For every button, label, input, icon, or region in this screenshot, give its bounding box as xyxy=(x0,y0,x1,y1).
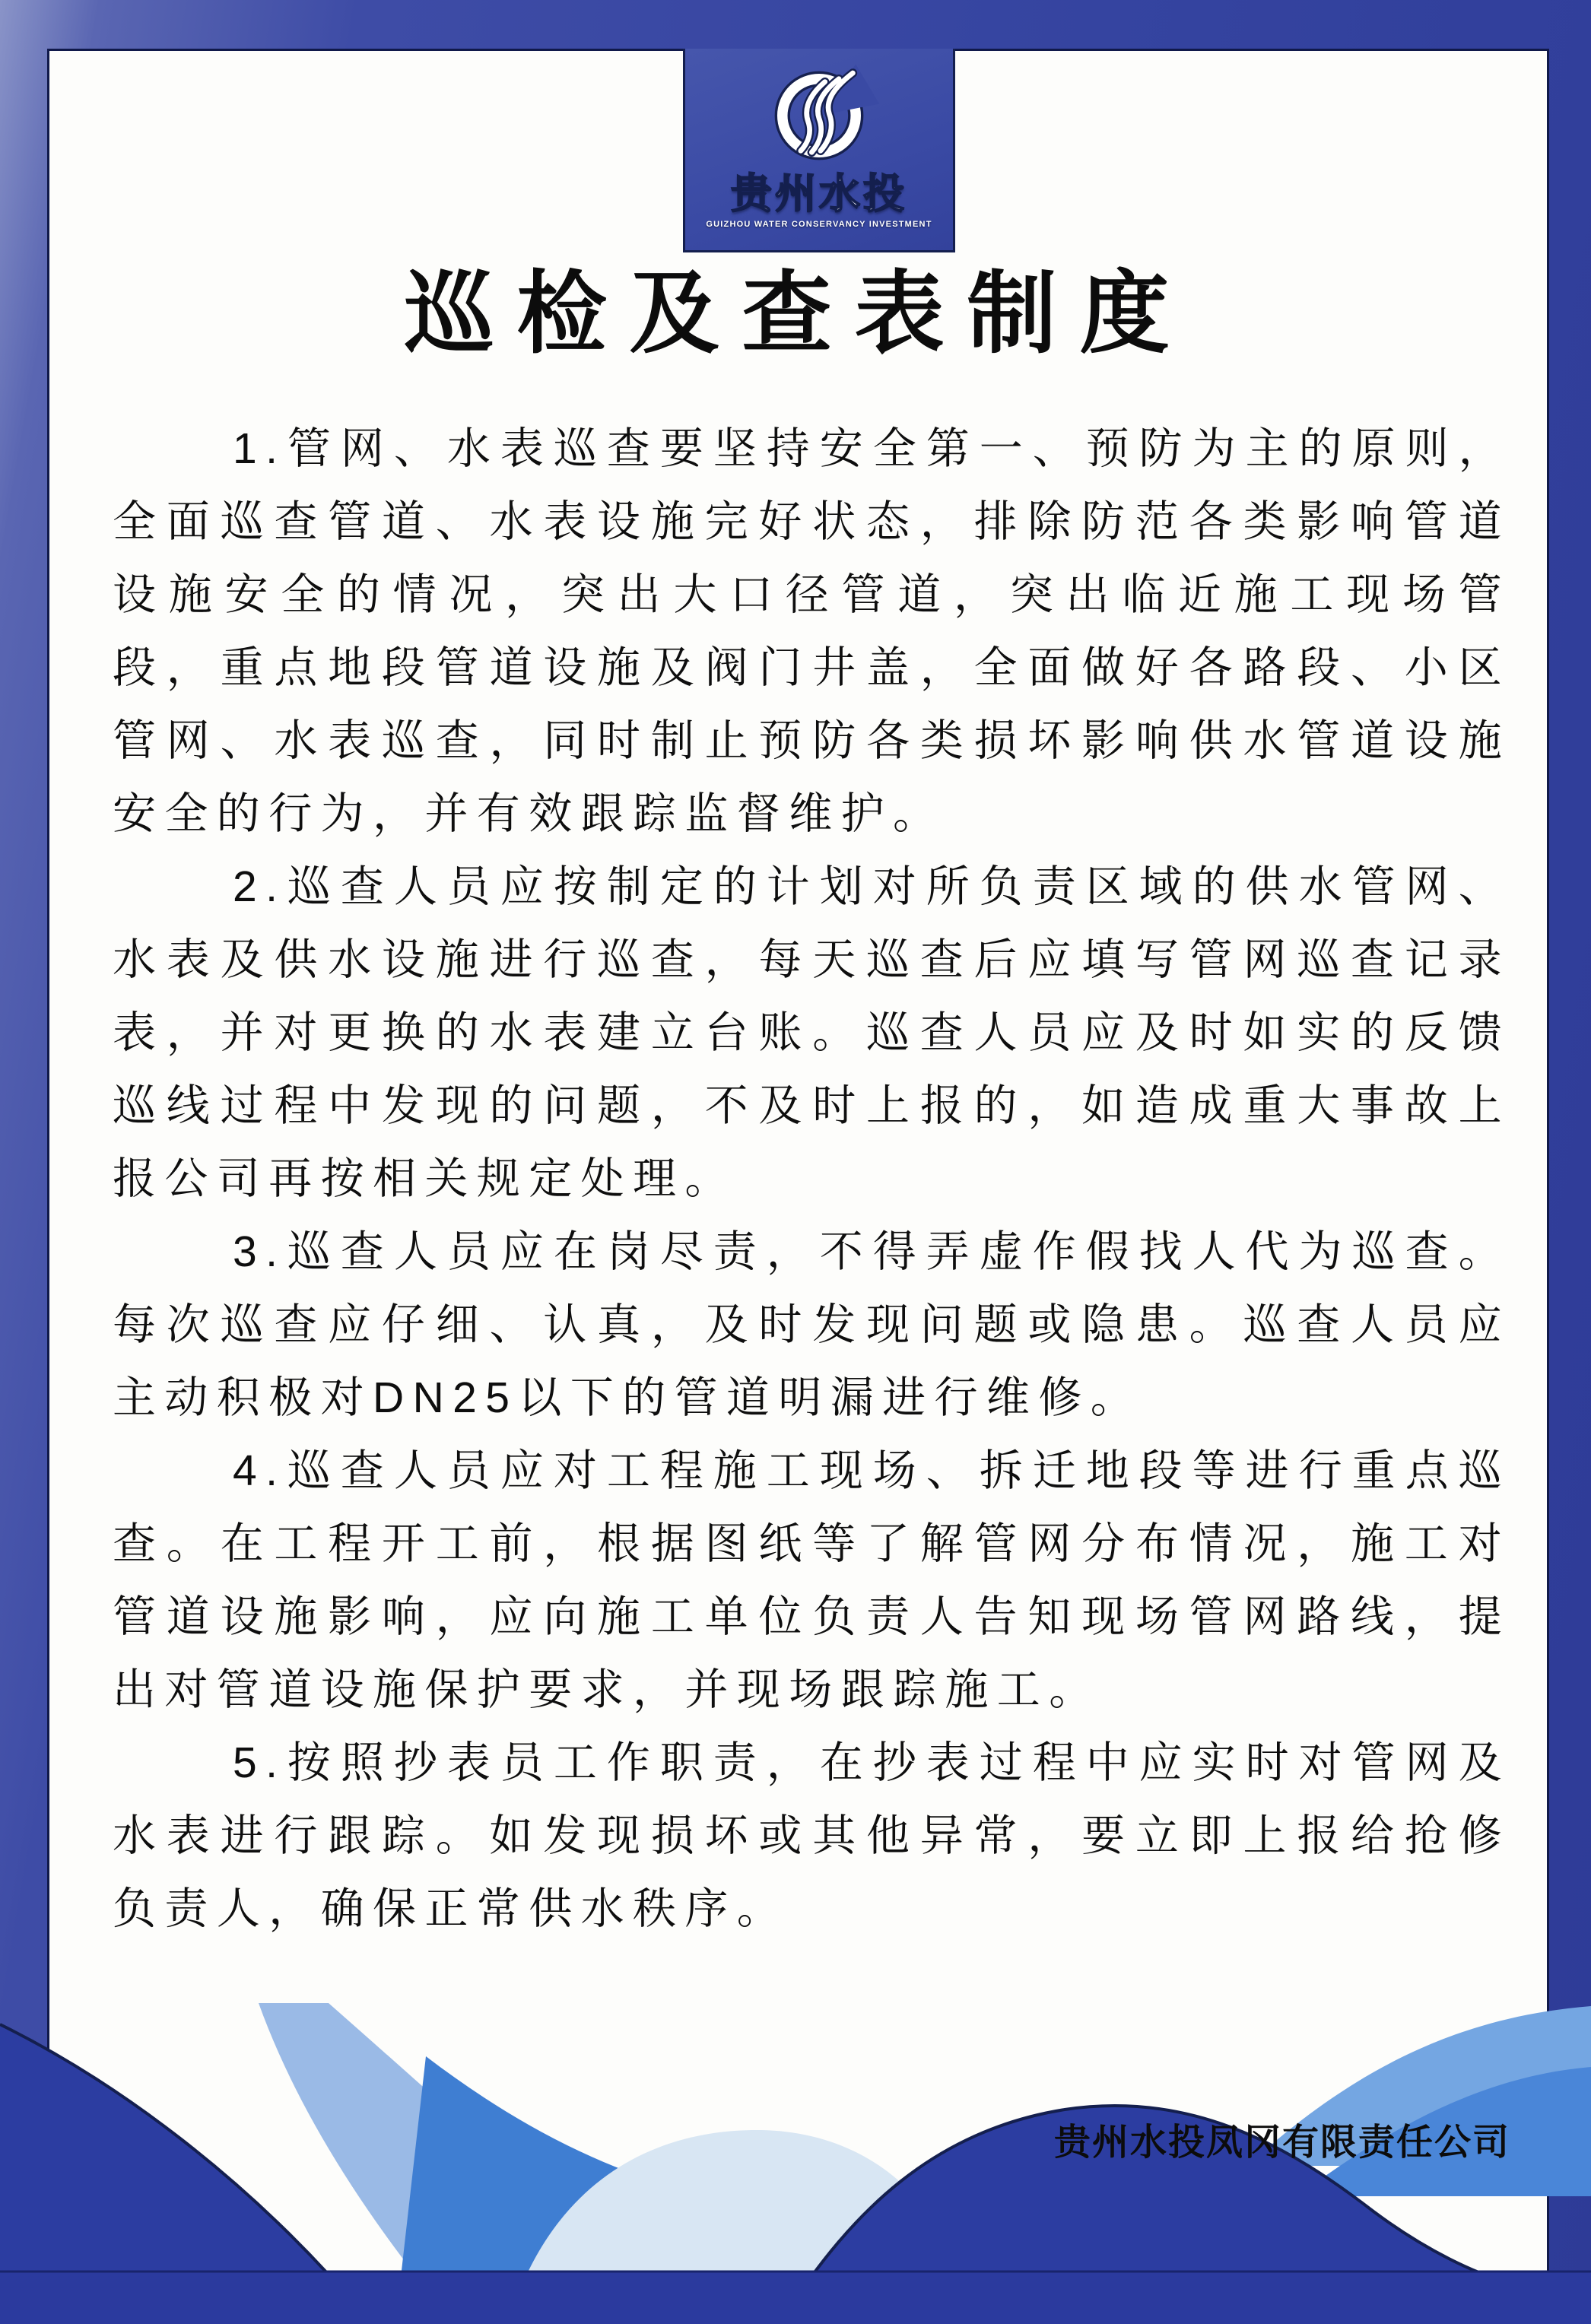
company-signature: 贵州水投凤冈有限责任公司 xyxy=(1053,2122,1510,2163)
logo-company-name: 贵州水投 xyxy=(731,171,907,217)
logo-tab xyxy=(683,49,955,252)
rule-paragraph-3: 3.巡查人员应在岗尽责，不得弄虚作假找人代为巡查。每次巡查应仔细、认真，及时发现问题或隐患。巡查人员应主动积极对DN25以下的管道明漏进行维修。 xyxy=(113,1227,1510,1422)
rules-text-block xyxy=(113,412,1510,1945)
logo-company-name-english: GUIZHOU WATER CONSERVANCY INVESTMENT xyxy=(706,220,932,229)
rule-paragraph-5: 5.按照抄表员工作职责，在抄表过程中应实时对管网及水表进行跟踪。如发现损坏或其他异常，要立即上报给抢修负责人，确保正常供水秩序。 xyxy=(113,1738,1510,1933)
rule-paragraph-2: 2.巡查人员应按制定的计划对所负责区域的供水管网、水表及供水设施进行巡查，每天巡查后应填写管网巡查记录表，并对更换的水表建立台账。巡查人员应及时如实的反馈巡线过程中发现的问题，不及时上报的，如造成重大事故上报公司再按相关规定处理。 xyxy=(113,862,1510,1203)
page-title: 巡检及查表制度 xyxy=(404,265,1192,364)
rule-paragraph-1: 1.管网、水表巡查要坚持安全第一、预防为主的原则，全面巡查管道、水表设施完好状态，排除防范各类影响管道设施安全的情况，突出大口径管道，突出临近施工现场管段，重点地段管道设施及阀门井盖，全面做好各路段、小区管网、水表巡查，同时制止预防各类损坏影响供水管道设施安全的行为，并有效跟踪监督维护。 xyxy=(113,424,1510,838)
rule-paragraph-4: 4.巡查人员应对工程施工现场、拆迁地段等进行重点巡查。在工程开工前，根据图纸等了解管网分布情况，施工对管道设施影响，应向施工单位负责人告知现场管网路线，提出对管道设施保护要求，并现场跟踪施工。 xyxy=(113,1446,1510,1714)
water-wave-logo-icon xyxy=(757,53,881,178)
